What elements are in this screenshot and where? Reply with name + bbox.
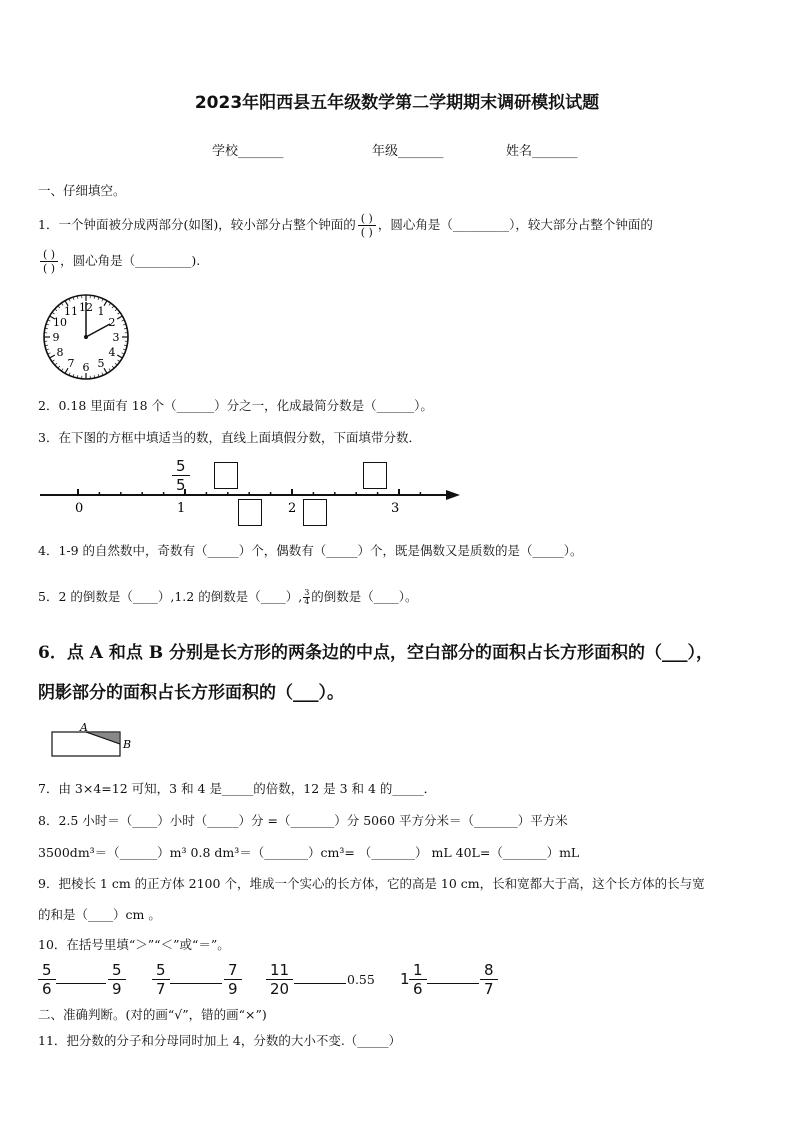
q5-fraction — [303, 589, 310, 606]
q10-item1-right — [108, 961, 126, 998]
question-6: 6．点 A 和点 B 分别是长方形的两条边的中点，空白部分的面积占长方形面积的（___）， — [38, 643, 714, 663]
name-field: 姓名_______ — [506, 144, 578, 159]
question-11: 11．把分数的分子和分母同时加上 4，分数的大小不变.（_____） — [38, 1033, 402, 1048]
q10-i1-a-den: 6 — [42, 980, 52, 998]
q10-item2-right — [224, 961, 242, 998]
question-9-cont: 的和是（____）cm 。 — [38, 907, 161, 922]
rectangle-figure — [50, 722, 140, 760]
q10-item4-whole: 1 — [400, 970, 410, 988]
question-1 — [38, 212, 653, 239]
q10-item2-left — [152, 961, 170, 998]
nl-label-1: 1 — [177, 501, 186, 516]
number-line — [38, 485, 468, 521]
q10-item1-left — [38, 961, 56, 998]
page-title: 2023年阳西县五年级数学第二学期期末调研模拟试题 — [194, 93, 600, 113]
q10-i2-b-den: 9 — [228, 980, 238, 998]
q1-text-b: ，圆心角是（_________），较大部分占整个钟面的 — [377, 217, 653, 232]
q10-item1-blank[interactable] — [56, 983, 106, 984]
q1-fraction-1 — [358, 212, 376, 239]
clock-number-10: 10 — [53, 316, 68, 329]
clock-number-3: 3 — [112, 331, 120, 344]
q10-i4-b-den: 7 — [484, 980, 494, 998]
school-field: 学校_______ — [212, 144, 284, 159]
nl-label-2: 2 — [288, 501, 297, 516]
q1-text-a: 1．一个钟面被分成两部分(如图)，较小部分占整个钟面的 — [38, 217, 356, 232]
point-b-label: B — [123, 738, 132, 751]
clock-number-1: 1 — [97, 305, 105, 319]
question-10: 10．在括号里填“＞”“＜”或“＝”。 — [38, 937, 230, 952]
q10-item4-left — [409, 961, 427, 998]
question-9: 9．把棱长 1 cm 的正方体 2100 个，堆成一个实心的长方体，它的高是 10 cm，长和宽都大于高，这个长方体的长与宽 — [38, 876, 705, 891]
q10-i4-a-num: 1 — [409, 961, 427, 980]
q10-i3-a-num: 11 — [266, 961, 293, 980]
q1-fraction-2 — [40, 248, 58, 275]
question-8: 8．2.5 小时＝（____）小时（_____）分 =（_______）分 5060 平方分米＝（_______）平方米 — [38, 813, 568, 828]
q5-frac-num: 3 — [304, 588, 310, 597]
q10-i3-a-den: 20 — [270, 980, 290, 998]
question-8-cont: 3500dm³＝（______）m³ 0.8 dm³＝（_______）cm³= （_______） mL 40L=（_______）mL — [38, 845, 580, 860]
question-4: 4．1-9 的自然数中，奇数有（_____）个，偶数有（_____）个，既是偶数又是质数的是（_____）。 — [38, 543, 583, 558]
q5-frac-den: 4 — [304, 597, 310, 606]
q1-frac1-num: ( ) — [358, 212, 376, 226]
q10-i2-a-num: 5 — [152, 961, 170, 980]
number-line-arrow — [446, 490, 460, 500]
question-1-cont — [38, 248, 200, 275]
clock-number-9: 9 — [52, 331, 60, 344]
clock-figure — [36, 292, 136, 382]
nl-label-0: 0 — [75, 501, 84, 516]
q1-frac2-den: ( ) — [43, 262, 56, 275]
q10-item3-left — [266, 961, 293, 998]
clock-number-7: 7 — [67, 356, 75, 370]
q10-i4-a-den: 6 — [413, 980, 423, 998]
clock-center — [84, 335, 88, 339]
q10-i1-b-den: 9 — [112, 980, 122, 998]
q10-i1-b-num: 5 — [108, 961, 126, 980]
q10-item4-right — [480, 961, 498, 998]
clock-number-8: 8 — [56, 346, 64, 359]
q10-item2-blank[interactable] — [170, 983, 222, 984]
clock-number-6: 6 — [82, 361, 90, 374]
section-2-heading: 二、准确判断。(对的画“√”，错的画“×”) — [38, 1007, 267, 1022]
q1-frac2-num: ( ) — [40, 248, 58, 262]
numberline-frac-den: 5 — [176, 476, 186, 494]
clock-number-2: 2 — [108, 316, 116, 329]
q10-i1-a-num: 5 — [38, 961, 56, 980]
q10-i2-a-den: 7 — [156, 980, 166, 998]
q10-i2-b-num: 7 — [224, 961, 242, 980]
q10-i4-b-num: 8 — [480, 961, 498, 980]
question-5 — [38, 587, 418, 606]
q1-frac1-den: ( ) — [360, 226, 373, 239]
section-1-heading: 一、仔细填空。 — [38, 183, 126, 198]
q1-text-c: ，圆心角是（_________). — [60, 253, 201, 268]
q10-item3-blank[interactable] — [294, 983, 346, 984]
clock-number-11: 11 — [64, 305, 78, 319]
question-3: 3．在下图的方框中填适当的数，直线上面填假分数，下面填带分数． — [38, 430, 421, 445]
question-2: 2．0.18 里面有 18 个（______）分之一，化成最简分数是（______）。 — [38, 398, 433, 413]
q10-item4-blank[interactable] — [427, 983, 479, 984]
grade-field: 年级_______ — [372, 144, 444, 159]
nl-label-3: 3 — [391, 501, 400, 516]
question-7: 7．由 3×4=12 可知，3 和 4 是_____的倍数，12 是 3 和 4 的_____． — [38, 781, 437, 796]
q10-item3-right: 0.55 — [347, 972, 375, 987]
q5-text-a: 5．2 的倒数是（____）,1.2 的倒数是（____）, — [38, 589, 303, 604]
clock-number-5: 5 — [97, 356, 105, 370]
clock-face — [44, 295, 128, 379]
question-6-cont: 阴影部分的面积占长方形面积的（___）。 — [38, 683, 344, 703]
clock-number-4: 4 — [108, 346, 116, 359]
q5-text-b: 的倒数是（____）。 — [311, 589, 418, 604]
clock-number-12: 12 — [79, 301, 93, 314]
numberline-frac-num: 5 — [172, 457, 190, 476]
point-a-label: A — [80, 722, 88, 734]
